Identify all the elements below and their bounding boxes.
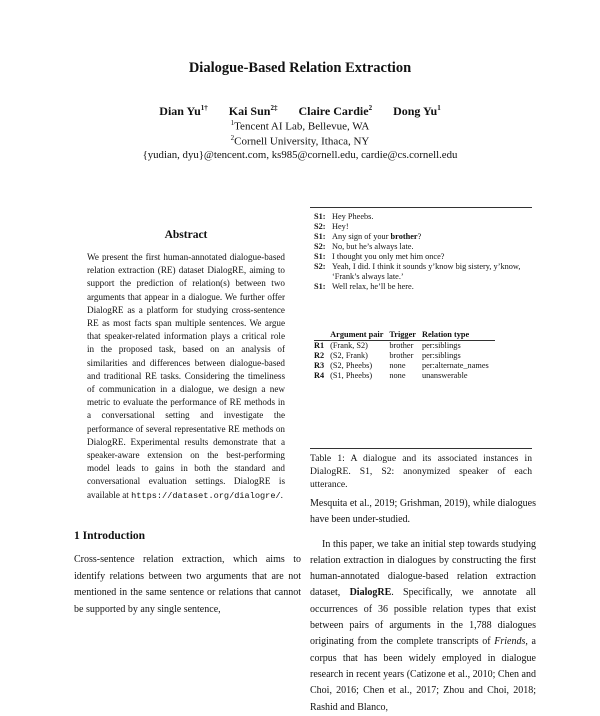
affiliation: $^1$Tencent AI Lab, Bellevue, WA bbox=[230, 119, 370, 133]
author-emails: {yudian, dyu}@tencent.com, ks985@cornell.edu, cardie@cs.cornell.edu bbox=[142, 149, 458, 161]
author: Dian $Yu^{1\dagger}$ bbox=[159, 104, 208, 118]
right-column-text bbox=[310, 496, 536, 716]
dataset-link[interactable]: https://dataset.org/dialogre/ bbox=[131, 490, 281, 501]
dialogue-example bbox=[314, 212, 526, 292]
table-row: R4 (S1, Pheebs) none unanswerable bbox=[314, 371, 468, 380]
relation-table bbox=[314, 330, 495, 381]
author: Kai Sun$^{2\ddagger}$ bbox=[228, 104, 278, 118]
abstract-heading: Abstract bbox=[164, 229, 208, 241]
table-header-row: Argument pair Trigger Relation type bbox=[314, 330, 495, 341]
table-row: R1 (Frank, S2) brother per:siblings bbox=[314, 341, 461, 350]
paragraph: Mesquita et al., 2019; Grishman, 2019), while dialogues have been under-studied. bbox=[310, 498, 536, 526]
dialogue-turn: S2: No, but he’s always late. bbox=[314, 242, 414, 252]
dialogue-turn: S1: Any sign of your brother? bbox=[314, 232, 422, 242]
dialogue-turn: S2: Yeah, I did. I think it sounds y’know big sistery, y’know, ‘Frank’s always late.’ bbox=[314, 262, 521, 282]
paper-title: Dialogue-Based Relation Extraction bbox=[188, 60, 412, 76]
abstract-body: We present the first human-annotated dialogue-based relation extraction (RE) dataset DialogRE, aiming to support the prediction of relation(s) between two arguments that appear in a dialogue. We further offer DialogRE as a platform for studying cross-sentence RE as most facts span multiple sentences. We argue that speaker-related information plays a critical role in the proposed task, based on an analysis of similarities and differences between dialogue-based and traditional RE tasks. Considering the timeliness of communication in a dialogue, we design a new metric to evaluate the performance of RE methods in a conversational setting and investigate the performance of several representative RE methods on DialogRE. Experimental results demonstrate that a speaker-aware extension on the best-performing model leads to gains in both the standard and conversational evaluation settings. DialogRE is available at https://dataset.org/dialogre/. bbox=[87, 252, 285, 501]
dialogue-turn: S2: Hey! bbox=[314, 222, 349, 232]
dialogue-turn: S1: Well relax, he’ll be here. bbox=[314, 282, 414, 292]
author: Dong Yu$^1$ bbox=[393, 104, 441, 118]
author-list bbox=[0, 104, 600, 119]
table-row: R3 (S2, Pheebs) none per:alternate_names bbox=[314, 361, 489, 370]
table-row: R2 (S2, Frank) brother per:siblings bbox=[314, 351, 461, 360]
author: Claire Cardie$^2$ bbox=[298, 104, 373, 118]
dialogue-turn: S1: I thought you only met him once? bbox=[314, 252, 445, 262]
table-caption: Table 1: A dialogue and its associated instances in DialogRE. S1, S2: anonymized speaker of each utterance. bbox=[310, 453, 532, 490]
introduction-text: Cross-sentence relation extraction, which aims to identify relations between two arguments that are not mentioned in the same sentence or relations that cannot be supported by any single sentence, bbox=[74, 554, 301, 615]
affiliation: $^2$Cornell University, Ithaca, NY bbox=[230, 134, 370, 148]
paragraph: In this paper, we take an initial step towards studying relation extraction in dialogues by constructing the first human-annotated dialogue-based relation extraction dataset, DialogRE. Specifically, we annotate all occurrences of 36 possible relation types that exist between pairs of arguments in the 1,788 dialogues originating from the complete transcripts of Friends, a corpus that has been widely employed in dialogue research in recent years (Catizone et al., 2010; Chen and Choi, 2016; Chen et al., 2017; Zhou and Choi, 2018; Rashid and Blanco, bbox=[310, 538, 537, 713]
section-heading-introduction: 1 Introduction bbox=[74, 530, 146, 542]
dialogue-turn: S1: Hey Pheebs. bbox=[314, 212, 374, 221]
